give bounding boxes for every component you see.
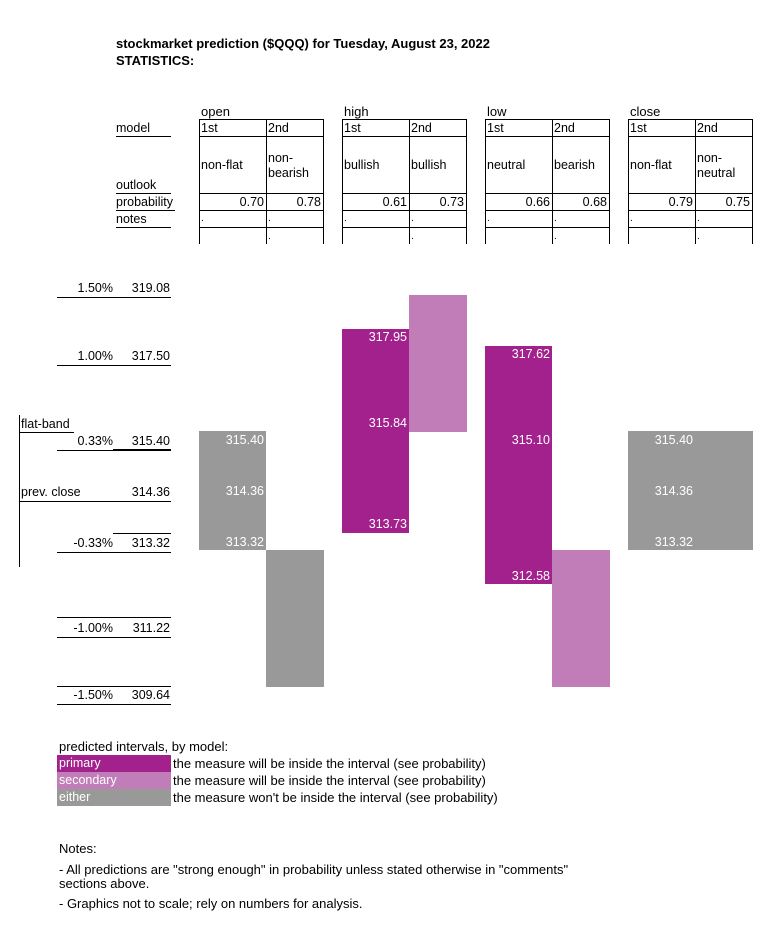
interval-label: 313.73 [368, 517, 407, 531]
table-rule [628, 119, 753, 120]
notes-value: . [411, 213, 414, 224]
probability-value: 0.75 [725, 195, 750, 209]
probability-value: 0.61 [382, 195, 407, 209]
table-rule [342, 210, 467, 211]
interval-bar-high-2nd [409, 295, 467, 432]
flat-band-rule [19, 432, 74, 433]
notes-value: . [344, 213, 347, 224]
table-rule [628, 136, 753, 137]
level-rule [57, 450, 171, 451]
table-column-rule [342, 119, 343, 244]
interval-bar-open-2nd [266, 550, 324, 687]
table-rule [485, 136, 610, 137]
level-tag: flat-band [21, 417, 70, 431]
legend-swatch-secondary: secondary [57, 772, 171, 789]
notes-line-2: sections above. [59, 876, 150, 891]
level-rule [57, 365, 171, 366]
probability-value: 0.66 [525, 195, 550, 209]
model-label: 2nd [268, 121, 289, 135]
interval-label: 313.32 [225, 535, 264, 549]
level-rule [113, 533, 171, 534]
table-column-rule [466, 119, 467, 244]
outlook-value: neutral [487, 158, 526, 172]
table-group-header-low: low [487, 104, 507, 119]
probability-value: 0.79 [668, 195, 693, 209]
interval-label: 317.62 [511, 347, 550, 361]
table-rule [485, 193, 610, 194]
level-price: 317.50 [131, 349, 170, 363]
level-percent: 1.00% [77, 349, 113, 363]
legend-heading: predicted intervals, by model: [59, 739, 229, 754]
interval-bar-high-1st [342, 329, 409, 533]
level-price: 313.32 [131, 536, 170, 550]
level-rule [57, 686, 171, 687]
notes-value-2: . [554, 231, 557, 242]
interval-label: 315.10 [511, 433, 550, 447]
interval-bar-low-2nd [552, 550, 610, 687]
interval-label: 315.84 [368, 416, 407, 430]
outlook-value: bullish [344, 158, 380, 172]
notes-heading: Notes: [59, 841, 97, 856]
notes-value: . [630, 213, 633, 224]
interval-label: 313.32 [654, 535, 693, 549]
legend-swatch-primary: primary [57, 755, 171, 772]
notes-line-1: - All predictions are "strong enough" in probability unless stated otherwise in "comments" [59, 862, 569, 877]
table-group-header-open: open [201, 104, 230, 119]
notes-value-2: . [697, 231, 700, 242]
table-rule [628, 193, 753, 194]
interval-label: 312.58 [511, 569, 550, 583]
table-column-rule [266, 119, 267, 244]
level-rule [19, 501, 171, 502]
probability-value: 0.68 [582, 195, 607, 209]
legend-swatch-either: either [57, 789, 171, 806]
interval-label: 314.36 [225, 484, 264, 498]
model-label: 2nd [411, 121, 432, 135]
interval-label: 317.95 [368, 330, 407, 344]
level-rule [57, 704, 171, 705]
table-group-header-high: high [344, 104, 369, 119]
model-label: 2nd [697, 121, 718, 135]
interval-label: 315.40 [654, 433, 693, 447]
model-label: 1st [487, 121, 504, 135]
table-column-rule [199, 119, 200, 244]
row-label-probability: probability [116, 195, 175, 211]
interval-bar-low-1st [485, 346, 552, 584]
table-rule [628, 210, 753, 211]
model-label: 1st [630, 121, 647, 135]
probability-value: 0.73 [439, 195, 464, 209]
model-label: 1st [344, 121, 361, 135]
notes-value-2: . [268, 231, 271, 242]
table-column-rule [485, 119, 486, 244]
interval-label: 315.40 [225, 433, 264, 447]
level-percent: -1.00% [73, 621, 113, 635]
table-rule [485, 119, 610, 120]
level-rule [57, 297, 171, 298]
notes-line-3: - Graphics not to scale; rely on numbers for analysis. [59, 896, 363, 911]
level-price: 319.08 [131, 281, 170, 295]
probability-value: 0.70 [239, 195, 264, 209]
level-price: 309.64 [131, 688, 170, 702]
table-rule [485, 210, 610, 211]
level-percent: 1.50% [77, 281, 113, 295]
level-percent: -0.33% [73, 536, 113, 550]
row-label-outlook: outlook [116, 178, 171, 194]
table-rule [342, 119, 467, 120]
table-rule [342, 227, 467, 228]
table-rule [199, 119, 324, 120]
level-rule [57, 637, 171, 638]
level-price: 314.36 [131, 485, 170, 499]
outlook-value: non-flat [630, 158, 672, 172]
table-column-rule [752, 119, 753, 244]
table-rule [199, 227, 324, 228]
legend-text-either: the measure won't be inside the interval (see probability) [173, 790, 498, 805]
table-rule [342, 136, 467, 137]
table-column-rule [609, 119, 610, 244]
table-rule [628, 227, 753, 228]
level-percent: -1.50% [73, 688, 113, 702]
table-column-rule [552, 119, 553, 244]
table-rule [199, 136, 324, 137]
legend-text-secondary: the measure will be inside the interval (see probability) [173, 773, 486, 788]
outlook-value: non- neutral [697, 151, 736, 180]
model-label: 2nd [554, 121, 575, 135]
table-rule [199, 210, 324, 211]
table-group-header-close: close [630, 104, 661, 119]
level-tag: prev. close [21, 485, 81, 499]
level-rule [113, 449, 171, 450]
notes-value: . [487, 213, 490, 224]
notes-value-2: . [411, 231, 414, 242]
row-label-model: model [116, 121, 171, 137]
legend-text-primary: the measure will be inside the interval (see probability) [173, 756, 486, 771]
page-subtitle: STATISTICS: [116, 53, 195, 68]
probability-value: 0.78 [296, 195, 321, 209]
flat-band-bracket [19, 415, 20, 567]
notes-value: . [201, 213, 204, 224]
row-label-notes: notes [116, 212, 171, 228]
level-price: 315.40 [131, 434, 170, 448]
table-column-rule [628, 119, 629, 244]
table-rule [342, 193, 467, 194]
outlook-value: bullish [411, 158, 447, 172]
outlook-value: non- bearish [268, 151, 309, 180]
page-title: stockmarket prediction ($QQQ) for Tuesday, August 23, 2022 [116, 36, 490, 51]
table-column-rule [409, 119, 410, 244]
table-column-rule [695, 119, 696, 244]
outlook-value: non-flat [201, 158, 243, 172]
level-rule [57, 552, 171, 553]
level-price: 311.22 [132, 621, 170, 635]
table-column-rule [323, 119, 324, 244]
table-rule [199, 193, 324, 194]
notes-value: . [554, 213, 557, 224]
model-label: 1st [201, 121, 218, 135]
interval-label: 314.36 [654, 484, 693, 498]
table-rule [485, 227, 610, 228]
level-percent: 0.33% [77, 434, 113, 448]
notes-value: . [268, 213, 271, 224]
level-rule [57, 617, 171, 618]
notes-value: . [697, 213, 700, 224]
outlook-value: bearish [554, 158, 595, 172]
